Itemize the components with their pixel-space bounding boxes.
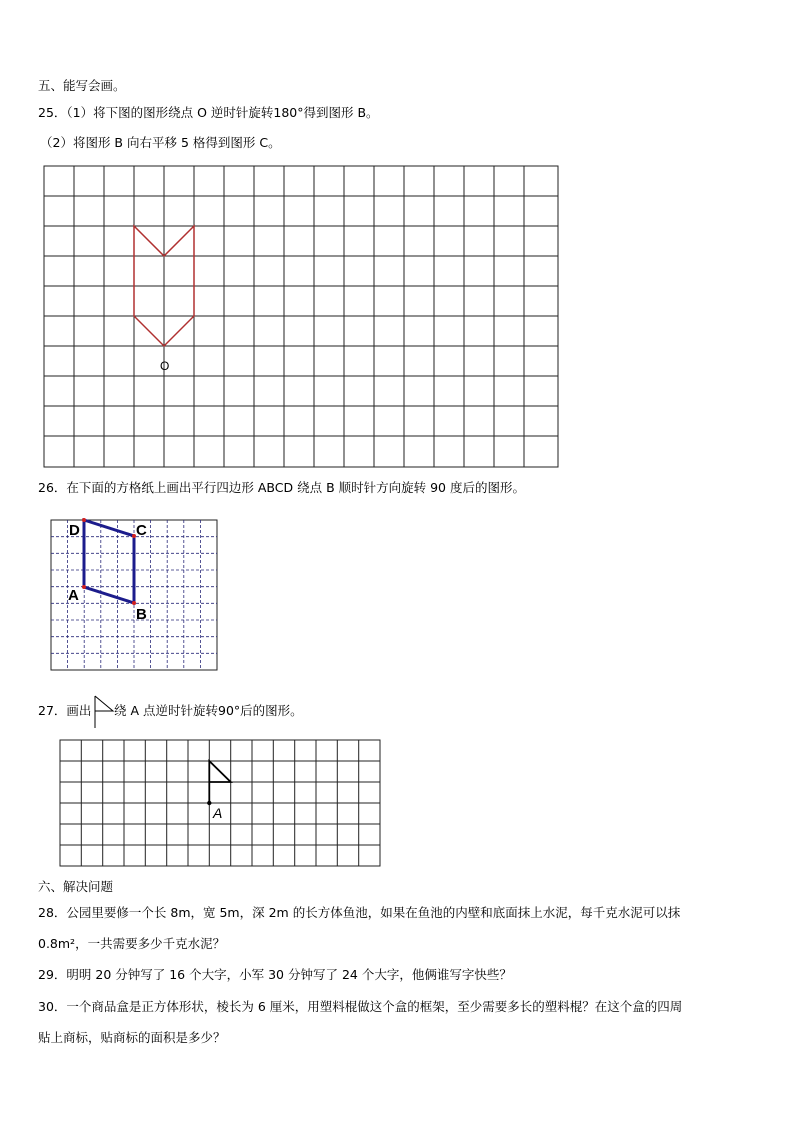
section5-heading: 五、能写会画。 <box>38 78 126 93</box>
q26-label-c: C <box>136 522 147 539</box>
q30-text-line1: 30．一个商品盒是正方体形状，棱长为 6 厘米，用塑料棍做这个盒的框架，至少需要多长的塑料棍？在这个盒的四周 <box>38 999 683 1014</box>
q26-label-b: B <box>136 606 147 623</box>
q27-flag-shape <box>209 761 230 803</box>
q25-point-o-label: O <box>160 359 170 373</box>
q30-text-line2: 贴上商标，贴商标的面积是多少？ <box>38 1030 226 1045</box>
q27-point-a <box>207 801 211 805</box>
q26-label-a: A <box>68 587 79 604</box>
q28-text-line2: 0.8m²，一共需要多少千克水泥？ <box>38 936 226 951</box>
q26-label-d: D <box>69 522 80 539</box>
q27-point-a-label: A <box>213 805 223 821</box>
q27-grid <box>60 740 380 866</box>
q27-text-after: 绕 A 点逆时针旋转90°后的图形。 <box>114 703 303 718</box>
q26-text: 26．在下面的方格纸上画出平行四边形 ABCD 绕点 B 顺时针方向旋转 90 度后的图形。 <box>38 480 525 495</box>
q28-text-line1: 28．公园里要修一个长 8m，宽 5m，深 2m 的长方体鱼池，如果在鱼池的内壁和底面抹上水泥，每千克水泥可以抹 <box>38 905 681 920</box>
section6-heading: 六、解决问题 <box>38 879 114 894</box>
q25-part1-text: 25．（1）将下图的图形绕点 O 逆时针旋转180°得到图形 B。 <box>38 105 379 120</box>
q25-part2-text: （2）将图形 B 向右平移 5 格得到图形 C。 <box>40 135 281 150</box>
q27-text-before: 27．画出 <box>38 703 92 718</box>
q29-text: 29．明明 20 分钟写了 16 个大字，小军 30 分钟写了 24 个大字，他俩谁写字快些？ <box>38 967 512 982</box>
